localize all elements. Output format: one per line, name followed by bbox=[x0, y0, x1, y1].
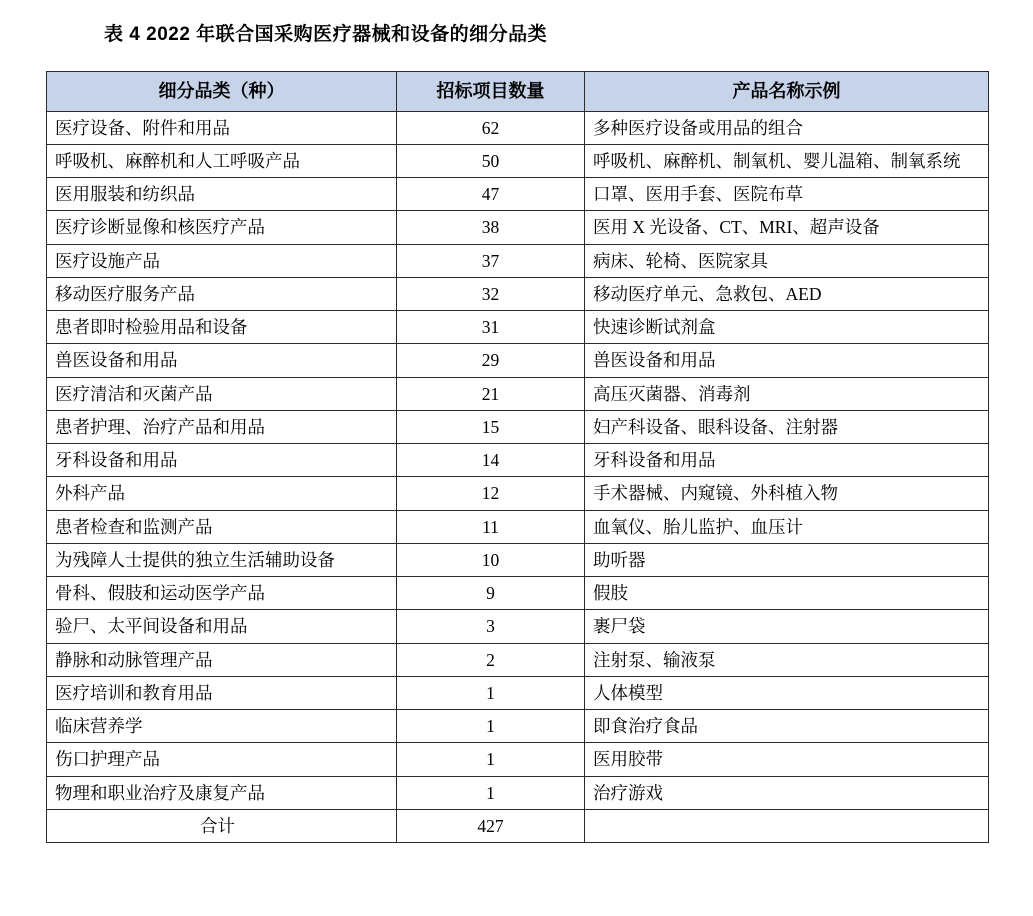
table-row bbox=[47, 410, 989, 443]
cell-example: 裹尸袋 bbox=[585, 610, 989, 643]
cell-example: 假肢 bbox=[585, 577, 989, 610]
cell-category: 验尸、太平间设备和用品 bbox=[47, 610, 397, 643]
cell-example: 多种医疗设备或用品的组合 bbox=[585, 111, 989, 144]
table-row bbox=[47, 111, 989, 144]
table-row bbox=[47, 776, 989, 809]
column-header-example: 产品名称示例 bbox=[585, 71, 989, 111]
table-row bbox=[47, 643, 989, 676]
cell-example: 牙科设备和用品 bbox=[585, 444, 989, 477]
table-container bbox=[0, 49, 1033, 844]
cell-category: 患者检查和监测产品 bbox=[47, 510, 397, 543]
cell-example: 助听器 bbox=[585, 543, 989, 576]
cell-count: 1 bbox=[397, 776, 585, 809]
cell-count: 62 bbox=[397, 111, 585, 144]
cell-count: 38 bbox=[397, 211, 585, 244]
cell-example: 注射泵、输液泵 bbox=[585, 643, 989, 676]
cell-total-example bbox=[585, 809, 989, 842]
cell-count: 29 bbox=[397, 344, 585, 377]
medical-procurement-table bbox=[46, 71, 989, 844]
table-row bbox=[47, 178, 989, 211]
cell-total-label: 合计 bbox=[47, 809, 397, 842]
cell-example: 口罩、医用手套、医院布草 bbox=[585, 178, 989, 211]
table-row bbox=[47, 743, 989, 776]
cell-count: 2 bbox=[397, 643, 585, 676]
cell-example: 即食治疗食品 bbox=[585, 710, 989, 743]
cell-example: 人体模型 bbox=[585, 676, 989, 709]
column-header-count: 招标项目数量 bbox=[397, 71, 585, 111]
cell-count: 1 bbox=[397, 710, 585, 743]
cell-category: 患者护理、治疗产品和用品 bbox=[47, 410, 397, 443]
cell-category: 医疗设施产品 bbox=[47, 244, 397, 277]
table-row bbox=[47, 344, 989, 377]
cell-category: 为残障人士提供的独立生活辅助设备 bbox=[47, 543, 397, 576]
cell-category: 兽医设备和用品 bbox=[47, 344, 397, 377]
table-header-row bbox=[47, 71, 989, 111]
cell-category: 物理和职业治疗及康复产品 bbox=[47, 776, 397, 809]
cell-example: 手术器械、内窥镜、外科植入物 bbox=[585, 477, 989, 510]
cell-count: 12 bbox=[397, 477, 585, 510]
cell-count: 10 bbox=[397, 543, 585, 576]
cell-count: 15 bbox=[397, 410, 585, 443]
cell-example: 妇产科设备、眼科设备、注射器 bbox=[585, 410, 989, 443]
cell-count: 50 bbox=[397, 144, 585, 177]
cell-count: 37 bbox=[397, 244, 585, 277]
table-row bbox=[47, 676, 989, 709]
cell-count: 14 bbox=[397, 444, 585, 477]
cell-example: 呼吸机、麻醉机、制氧机、婴儿温箱、制氧系统 bbox=[585, 144, 989, 177]
cell-example: 医用胶带 bbox=[585, 743, 989, 776]
cell-count: 32 bbox=[397, 277, 585, 310]
cell-category: 移动医疗服务产品 bbox=[47, 277, 397, 310]
table-total-row bbox=[47, 809, 989, 842]
cell-category: 医疗诊断显像和核医疗产品 bbox=[47, 211, 397, 244]
table-row bbox=[47, 211, 989, 244]
cell-category: 牙科设备和用品 bbox=[47, 444, 397, 477]
cell-count: 1 bbox=[397, 676, 585, 709]
cell-category: 医疗培训和教育用品 bbox=[47, 676, 397, 709]
cell-count: 21 bbox=[397, 377, 585, 410]
cell-count: 47 bbox=[397, 178, 585, 211]
cell-count: 9 bbox=[397, 577, 585, 610]
cell-example: 病床、轮椅、医院家具 bbox=[585, 244, 989, 277]
cell-category: 骨科、假肢和运动医学产品 bbox=[47, 577, 397, 610]
table-row bbox=[47, 311, 989, 344]
cell-count: 3 bbox=[397, 610, 585, 643]
table-row bbox=[47, 444, 989, 477]
table-row bbox=[47, 510, 989, 543]
cell-example: 兽医设备和用品 bbox=[585, 344, 989, 377]
cell-count: 11 bbox=[397, 510, 585, 543]
cell-example: 移动医疗单元、急救包、AED bbox=[585, 277, 989, 310]
cell-example: 治疗游戏 bbox=[585, 776, 989, 809]
cell-category: 医疗设备、附件和用品 bbox=[47, 111, 397, 144]
table-row bbox=[47, 244, 989, 277]
table-title: 表 4 2022 年联合国采购医疗器械和设备的细分品类 bbox=[104, 24, 548, 45]
table-row bbox=[47, 477, 989, 510]
cell-category: 医用服装和纺织品 bbox=[47, 178, 397, 211]
cell-category: 呼吸机、麻醉机和人工呼吸产品 bbox=[47, 144, 397, 177]
cell-category: 伤口护理产品 bbox=[47, 743, 397, 776]
cell-category: 临床营养学 bbox=[47, 710, 397, 743]
cell-example: 高压灭菌器、消毒剂 bbox=[585, 377, 989, 410]
cell-count: 1 bbox=[397, 743, 585, 776]
cell-example: 快速诊断试剂盒 bbox=[585, 311, 989, 344]
table-row bbox=[47, 377, 989, 410]
cell-count: 31 bbox=[397, 311, 585, 344]
cell-category: 外科产品 bbox=[47, 477, 397, 510]
table-row bbox=[47, 710, 989, 743]
cell-total-count: 427 bbox=[397, 809, 585, 842]
table-row bbox=[47, 610, 989, 643]
cell-category: 医疗清洁和灭菌产品 bbox=[47, 377, 397, 410]
table-row bbox=[47, 144, 989, 177]
column-header-category: 细分品类（种） bbox=[47, 71, 397, 111]
cell-example: 血氧仪、胎儿监护、血压计 bbox=[585, 510, 989, 543]
cell-category: 患者即时检验用品和设备 bbox=[47, 311, 397, 344]
table-row bbox=[47, 543, 989, 576]
table-header bbox=[47, 71, 989, 111]
table-row bbox=[47, 577, 989, 610]
table-body bbox=[47, 111, 989, 843]
cell-example: 医用 X 光设备、CT、MRI、超声设备 bbox=[585, 211, 989, 244]
cell-category: 静脉和动脉管理产品 bbox=[47, 643, 397, 676]
table-row bbox=[47, 277, 989, 310]
